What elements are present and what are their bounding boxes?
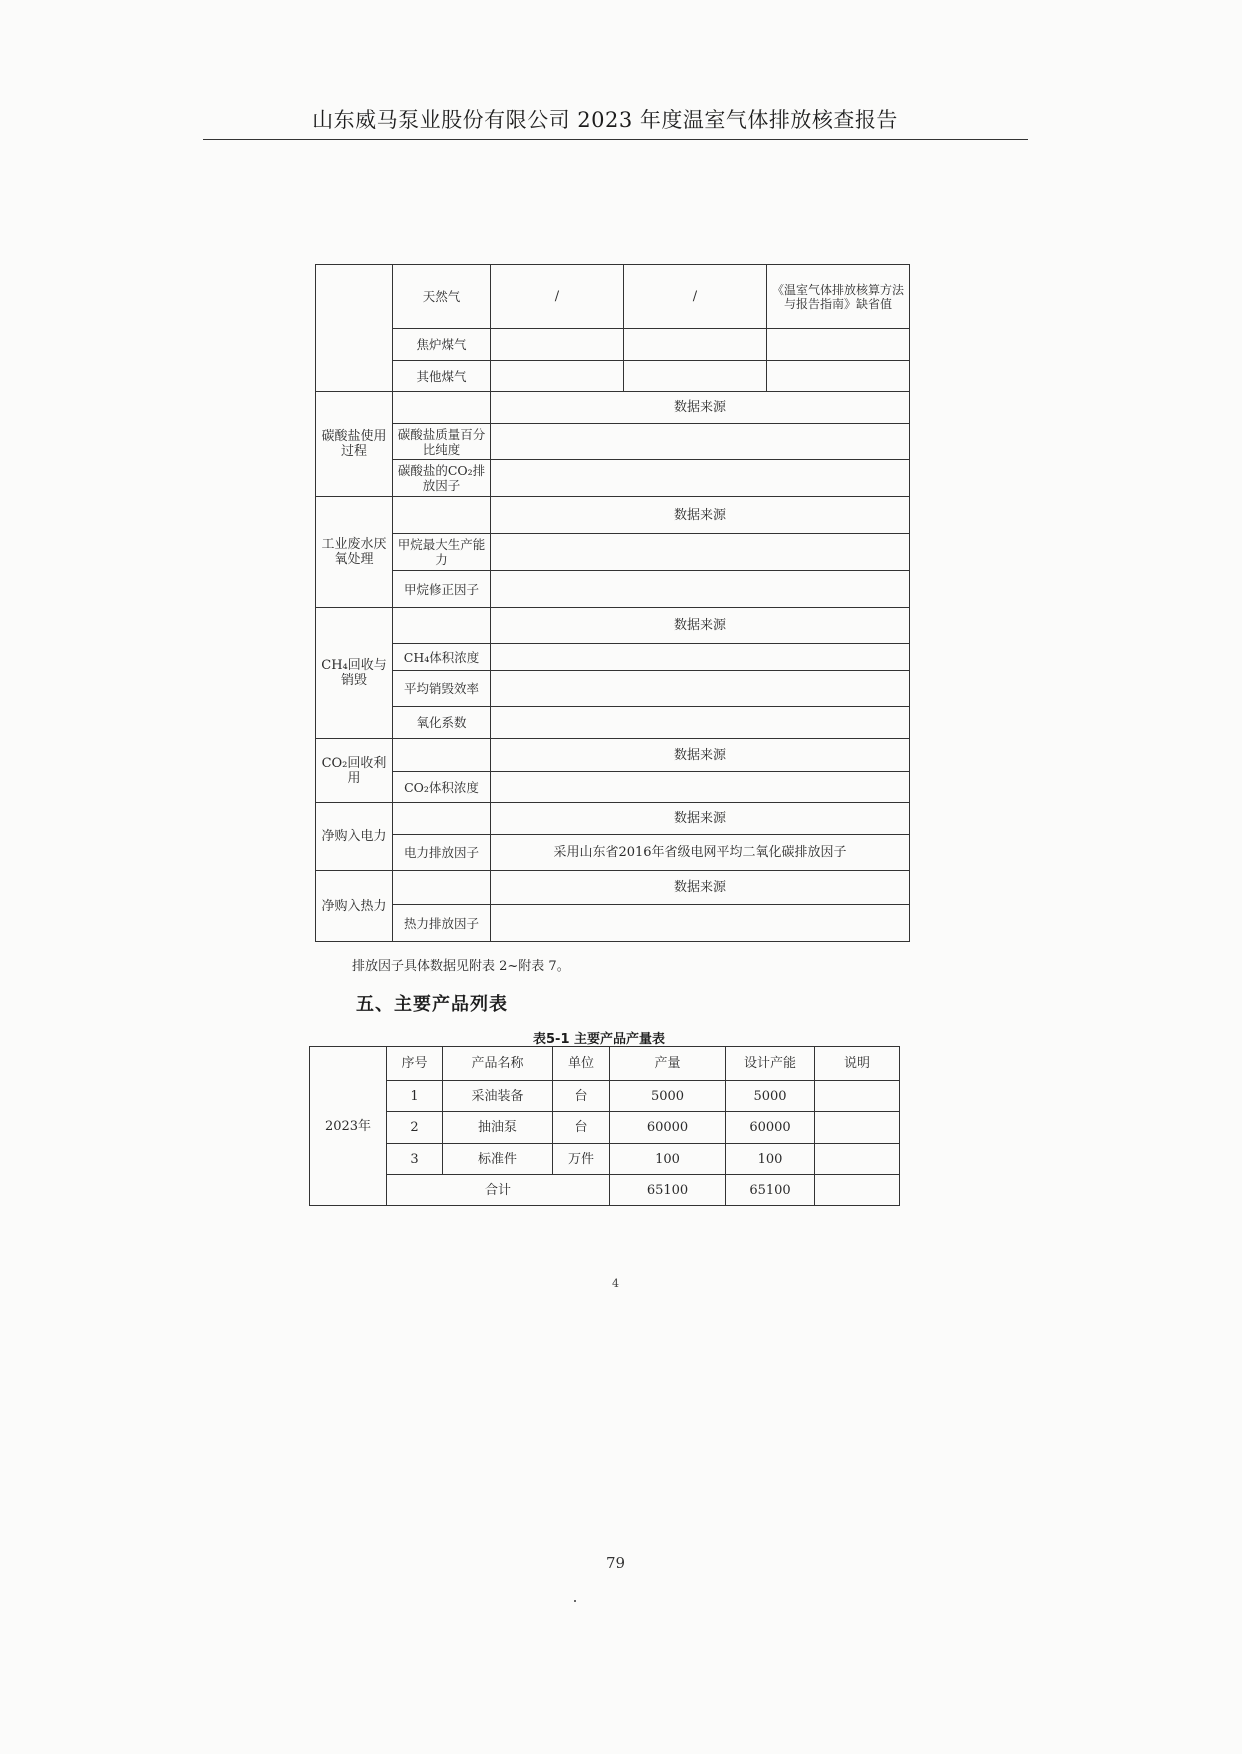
fuel-name: 焦炉煤气: [393, 329, 491, 361]
unit: 台: [553, 1112, 610, 1144]
fuel-group-cell: [316, 265, 393, 392]
row-index: 2: [387, 1112, 443, 1144]
group-label: 净购入电力: [316, 803, 393, 871]
table-row: [316, 835, 910, 871]
group-label: 工业废水厌氧处理: [316, 497, 393, 608]
product-name: 抽油泵: [443, 1112, 553, 1144]
table-row: [316, 905, 910, 942]
table-row: [316, 803, 910, 835]
table-row: [316, 871, 910, 905]
total-output: 65100: [610, 1175, 726, 1206]
item-name: 平均销毁效率: [393, 671, 491, 707]
remark: [815, 1144, 900, 1175]
item-name: CO₂体积浓度: [393, 772, 491, 803]
fuel-value: [491, 329, 624, 361]
output: 60000: [610, 1112, 726, 1144]
item-name: 甲烷最大生产能力: [393, 534, 491, 571]
row-index: 3: [387, 1144, 443, 1175]
total-capacity: 65100: [726, 1175, 815, 1206]
table-row: [316, 644, 910, 671]
table-row: [316, 772, 910, 803]
total-row: [310, 1175, 900, 1206]
item-value: [491, 905, 910, 942]
group-label: CH₄回收与销毁: [316, 608, 393, 739]
source-header: 数据来源: [491, 739, 910, 772]
group-label: 碳酸盐使用过程: [316, 392, 393, 497]
product-name: 标准件: [443, 1144, 553, 1175]
unit: 台: [553, 1081, 610, 1112]
item-value: [491, 534, 910, 571]
item-name: [393, 803, 491, 835]
column-header: 单位: [553, 1047, 610, 1081]
table-row: [316, 329, 910, 361]
output: 5000: [610, 1081, 726, 1112]
item-name: [393, 739, 491, 772]
design-capacity: 5000: [726, 1081, 815, 1112]
item-value: [491, 424, 910, 460]
item-value: [491, 460, 910, 497]
table-row: [316, 739, 910, 772]
report-header-title: 山东威马泵业股份有限公司 2023 年度温室气体排放核查报告: [312, 108, 898, 132]
item-name: [393, 497, 491, 534]
source-header: 数据来源: [491, 803, 910, 835]
item-value: [491, 772, 910, 803]
scan-speck: [574, 1600, 576, 1602]
fuel-name: 天然气: [393, 265, 491, 329]
item-name: [393, 608, 491, 644]
source-header: 数据来源: [491, 497, 910, 534]
design-capacity: 60000: [726, 1112, 815, 1144]
item-name: 碳酸盐的CO₂排放因子: [393, 460, 491, 497]
product-name: 采油装备: [443, 1081, 553, 1112]
item-value: [491, 707, 910, 739]
item-name: 甲烷修正因子: [393, 571, 491, 608]
header-divider: [203, 139, 1028, 140]
fuel-value: /: [491, 265, 624, 329]
item-value: [491, 671, 910, 707]
item-value: [491, 571, 910, 608]
fuel-name: 其他煤气: [393, 361, 491, 392]
table-row: [316, 424, 910, 460]
table-row: [316, 608, 910, 644]
item-name: 氧化系数: [393, 707, 491, 739]
remark: [815, 1081, 900, 1112]
table-row: [310, 1112, 900, 1144]
item-name: CH₄体积浓度: [393, 644, 491, 671]
item-value: [491, 644, 910, 671]
table-row: [316, 671, 910, 707]
fuel-source: 《温室气体排放核算方法与报告指南》缺省值: [767, 265, 910, 329]
table-row: [316, 571, 910, 608]
item-name: 电力排放因子: [393, 835, 491, 871]
source-header: 数据来源: [491, 871, 910, 905]
fuel-value: [491, 361, 624, 392]
column-header: 产品名称: [443, 1047, 553, 1081]
section-heading: 五、主要产品列表: [356, 994, 508, 1015]
row-index: 1: [387, 1081, 443, 1112]
column-header: 说明: [815, 1047, 900, 1081]
fuel-source: [767, 361, 910, 392]
table-row: [310, 1081, 900, 1112]
output: 100: [610, 1144, 726, 1175]
total-label: 合计: [387, 1175, 610, 1206]
fuel-source: [767, 329, 910, 361]
page-number: 79: [606, 1554, 626, 1572]
group-label: CO₂回收利用: [316, 739, 393, 803]
column-header: 设计产能: [726, 1047, 815, 1081]
item-value: 采用山东省2016年省级电网平均二氧化碳排放因子: [491, 835, 910, 871]
column-header: 产量: [610, 1047, 726, 1081]
table-row: [316, 392, 910, 424]
product-output-table: [309, 1046, 900, 1206]
fuel-value: [624, 361, 767, 392]
design-capacity: 100: [726, 1144, 815, 1175]
total-remark: [815, 1175, 900, 1206]
table-row: [316, 361, 910, 392]
table-caption: 表5-1 主要产品产量表: [533, 1032, 666, 1047]
remark: [815, 1112, 900, 1144]
group-label: 净购入热力: [316, 871, 393, 942]
column-header: 序号: [387, 1047, 443, 1081]
table-row: [316, 707, 910, 739]
year-cell: 2023年: [310, 1047, 387, 1206]
source-header: 数据来源: [491, 608, 910, 644]
item-name: [393, 871, 491, 905]
source-header: 数据来源: [491, 392, 910, 424]
table-row: [316, 497, 910, 534]
unit: 万件: [553, 1144, 610, 1175]
fuel-value: [624, 329, 767, 361]
fuel-value: /: [624, 265, 767, 329]
table-header-row: [310, 1047, 900, 1081]
item-name: [393, 392, 491, 424]
emission-factor-table: [315, 264, 910, 942]
item-name: 碳酸盐质量百分比纯度: [393, 424, 491, 460]
table-row: [310, 1144, 900, 1175]
table-row: [316, 265, 910, 329]
inner-page-number: 4: [612, 1277, 619, 1290]
table-row: [316, 460, 910, 497]
emission-factor-note: 排放因子具体数据见附表 2~附表 7。: [352, 959, 570, 974]
table-row: [316, 534, 910, 571]
item-name: 热力排放因子: [393, 905, 491, 942]
